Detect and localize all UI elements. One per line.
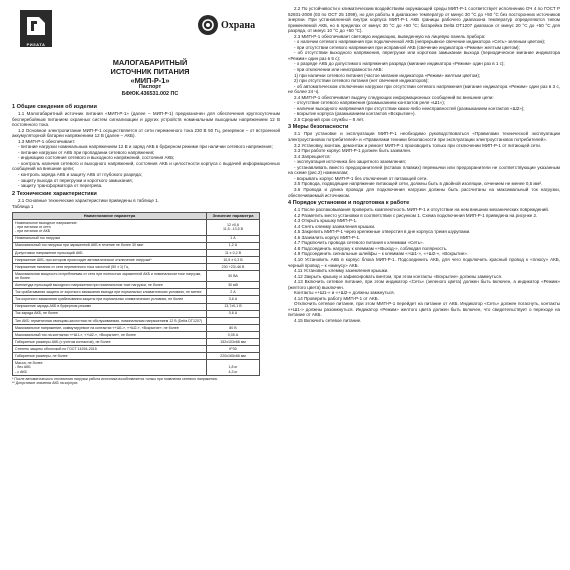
table-cell-param: Номинальное выходное напряжение: - при питании от сети - при питании от АКБ [13,219,207,235]
table-note-2: ** Допустимое значения АКБ на корпусе. [12,381,79,385]
rizata-logo [20,10,52,50]
table-cell-param: Степень защиты оболочкой по ГОСТ 14254-2015 [13,345,207,352]
paragraph-4-2: 4.2 Разметить место установки в соответствии с рисунком 1. Схема подключения МИП-Р-1 приведена на рисунке 2. [294,212,538,218]
paragraph-4-12: 4.12 Закрыть крышку и зафиксировать винтом, при этом контакты «Вскрытие» должны замкнуться. [294,273,503,279]
document-title [60,58,240,85]
paragraph-4-10: 4.10 Установить АКБ в корпус блока МИП-Р-1. Подсоединить АКБ, для чего подключить красный провод к «плюсу» АКБ, черный провод – к «минусу» АКБ. [288,256,560,268]
list-item: - об автоматическом отключении нагрузки при отсутствии сетевого напряжения (мигание индикатора «Режим» один раз в 3 с, не более 24 ч). [288,83,560,95]
table-row [13,303,260,310]
table-row [13,338,260,345]
table-cell-param: Номинальный ток нагрузки [13,235,207,242]
table-cell-param: Масса, не более - без АКБ - с АКБ [13,360,207,376]
table-cell-param: Габаритные размеры, не более [13,353,207,360]
table-row [13,331,260,338]
paragraph-4-13: 4.13 Включить сетевое питание, при этом индикатор «Сеть» (зеленого цвета) должен быть включен, а индикатор «Режим» (желтого цвета) выключен. [288,279,560,290]
paragraph-3-6: 3.6 Провода и длина провода для подключения нагрузки должны быть рассчитаны на максимальный ток нагрузки, обеспечиваемый источником. [288,186,560,198]
table-notes [12,377,260,385]
table-cell-value: 0,05 А [207,331,260,338]
left-column [12,0,280,570]
table-cell-param: Ток короткого замыкания срабатывания защиты при нормальных климатических условиях, не более [13,296,207,303]
title-line-1: МАЛОГАБАРИТНЫЙ [112,58,188,67]
paragraph-4-1: 4.1 После распаковывания проверить комплектность МИП-Р-1 и отсутствие на нем внешних механических повреждений. [294,207,550,213]
table-cell-param: Напряжение питания от сети переменного тока частотой (50 ± 1) Гц [13,263,207,270]
table-row [13,317,260,324]
list-item: - питание нагрузки номинальным напряжением 12 В и заряд АКБ в буферном режиме при наличии сетевого напряжения; [18,144,273,150]
table-row [13,289,260,296]
table-cell-param: Напряжение заряда АКБ в буферном режиме [13,303,207,310]
paragraph-4-9: 4.9 Подсоединить сигнальные шлейфы – к клеммам «+Ш1-», «+Ш2-», «Вскрытие». [294,251,469,257]
table-row [13,324,260,331]
table-cell-param: Габаритные размеры АКБ (с учетом контактов), не более [13,338,207,345]
table-cell-value: 3,6 А [207,296,260,303]
list-item: Контакты «+Ш1-» и «+Ш2-» должны замкнуться. [294,290,395,296]
ohrana-logo [198,14,255,36]
paragraph-2-5: 2.5 Средний срок службы – 8 лет. [294,116,365,122]
list-item: Отключить сетевое питание, при этом МИП-Р-1 перейдет на питание от АКБ. Индикатор «Сеть» должен погаснуть, контакты «+Ш1-» должны разомкнуться. Индикатор «Режим» желтого цвета должен быть включен, что свидетельствует о переходе на питание от АКБ. [288,301,560,318]
table-row [13,282,260,289]
passport-label: Паспорт [138,84,162,90]
paragraph-2-3: 2.3 МИП-Р-1 обеспечивает световую индикацию, выведенную на лицевую панель прибора: [294,33,486,39]
table-cell-param: Ток заряда АКБ, не более [13,310,207,317]
table-row [13,270,260,281]
paragraph-3-2: 3.2 Установку, монтаж, демонтаж и ремонт МИП-Р-1 производить только при отключении МИП-Р-1 от питающей сети. [294,142,542,148]
table-cell-param: Напряжение АКБ, при котором происходит автоматическое отключение нагрузки* [13,256,207,263]
table-caption: Таблица 1 [12,204,34,210]
paragraph-4-8: 4.8 Подсоединить нагрузку к клеммам «+Выход-», соблюдая полярность. [294,245,448,251]
paragraph-4-4: 4.4 Снять клемму заземления крышки. [294,223,376,229]
table-cell-param: Допустимое напряжение пульсаций АКБ [13,249,207,256]
table-cell-param: Максимальный ток нагрузки при заряженной АКБ в течение не более 30 мин [13,242,207,249]
right-column [288,6,560,570]
table-cell-param: Амплитуда пульсаций выходного напряжения при номинальном токе нагрузки, не более [13,282,207,289]
list-item: - при отсутствии сетевого напряжения при исправной АКБ (свечение индикатора «Режим» желтым цветом); [294,44,520,50]
section-3-title: 3 Меры безопасности [288,124,349,131]
right-content [288,6,560,324]
paragraph-1-1: 1.1 Малогабаритный источник питания «МИП-Р-1» (далее – МИП-Р-1) предназначен для обеспечения круглосуточным бесперебойным питанием охранных систем сигнализации и других устройств номинальным выходным напряжением 12 В постоянного тока. [12,111,280,128]
left-content [12,102,280,385]
table-row [13,310,260,317]
paragraph-3-1: 3.1 При установке и эксплуатации МИП-Р-1 необходимо руководствоваться «Правилами технической эксплуатации электроустановок потребителей» и «Правилами техники безопасности при эксплуатации электроустановок потребителей». [288,131,560,143]
paragraph-2-1: 2.1 Основные технические характеристики приведены в таблице 1. [18,197,159,203]
table-note-1: * После автоматического отключения нагрузки работа источника возобновляется только при появлении сетевого напряжения. [12,376,218,381]
paragraph-2-2: 2.2 По устойчивости к климатическим воздействиям окружающей среды МИП-Р-1 соответствует исполнению ОЧ 4 по ГОСТ Р 52931-2008 (03 по ОСТ 25 1099), но для работы в диапазоне температур от минус 30 °С до +50 °С без посторонних источников энергии. При установленной внутри корпуса МИП-Р-1 АКБ границы рабочего диапазона температур определяются типом применяемой АКБ, но в пределах от минус 30 °С до +50 °С; батарейка Delta DT1207 диапазон от минус 20 °С до +50 °С для разряда, от минус 10 °С до +50 °С). [288,6,560,34]
paragraph-4-14: 4.14 Проверить работу МИП-Р-1 от АКБ. [294,295,379,301]
table-row [13,219,260,235]
list-item: 1) при наличии сетевого питания (частое мигание индикатора «Режим» желтым цветом); [294,72,481,78]
title-line-2: ИСТОЧНИК ПИТАНИЯ [110,67,190,76]
table-cell-value [207,317,260,324]
table-cell-param: Максимальная мощность потребляемая от сети при полностью заряженной АКБ и номинальном токе нагрузки, не более [13,270,207,281]
spec-table-body [13,219,260,375]
list-item: - контроль наличия сетевого и выходного напряжений, состояния АКБ и целостности корпуса с выдачей информационных сообщений на внешние цепи; [12,160,280,172]
table-cell-value: IP30 [207,345,260,352]
title-line-3: «МИП-Р-1» [130,76,170,85]
paragraph-4-5: 4.5 Закрепить МИП-Р-1 через крепежные отверстия в дне корпуса тремя шурупами. [294,229,471,235]
table-row [13,296,260,303]
table-cell-value: 220х165х66 мм [207,353,260,360]
table-cell-value: 30 ВА [207,270,260,281]
paragraph-2-4: 2.4 МИП-Р-1 обеспечивает выдачу следующих информационных сообщений во внешние цепи: [294,94,494,100]
table-row [13,242,260,249]
table-cell-value: 152х103х66 мм [207,338,260,345]
paragraph-4-6: 4.6 Заземлить корпус МИП-Р-1. [294,234,361,240]
paragraph-3-4: 3.4 Запрещается: [294,153,331,159]
paragraph-4-7: 4.7 Подключить провода сетевого питания к клеммам «Сеть». [294,240,424,246]
section-1-title: 1 Общие сведения об изделии [12,104,97,110]
table-cell-param: Ток срабатывания защиты от короткого замыкания выхода при нормальных климатических условиях, не менее [13,289,207,296]
table-header-value: Значение параметра [207,212,260,219]
table-row [13,353,260,360]
section-4-title: 4 Порядок установки и подготовка к работе [288,200,410,207]
table-cell-value: 80 В [207,324,260,331]
list-item: - наличие выходного напряжения при отсутствии каких-либо неисправностей (размыканием контактов «Ш2»); [294,105,525,111]
list-item: - индикацию состояния сетевого и выходного напряжений, состояния АКБ; [18,155,175,161]
paragraph-1-2: 1.2 Основное электропитание МИП-Р-1 осуществляется от сети переменного тока 230 В 50 Гц, резервное – от встроенной аккумуляторной батареи напряжением 12 В (далее – АКБ). [12,127,280,139]
rizata-logo-text: РИЗАТА [20,42,52,47]
table-cell-param: Максимальное напряжение, коммутируемое на контактах «+Ш1-», «+Ш2-», «Вскрытие», не более [13,324,207,331]
paragraph-4-11: 4.11 Установить клемму заземления крышки. [294,268,389,274]
table-cell-value: 12 ±0,6 11,5...13,5 В [207,219,260,235]
spec-table [12,212,260,376]
table-cell-value: 1,2 А [207,242,260,249]
paragraph-3-3: 3.3 При работе корпус МИП-Р-1 должен быть заземлен. [294,148,412,154]
paragraph-4-15: 4.15 Включить сетевое питание. [294,317,362,323]
list-item: - питание нагрузки от АКБ при пропадании сетевого напряжения; [18,149,155,155]
list-item: - отсутствие сетевого напряжения (размыканием контактов реле «Ш1»); [294,100,445,106]
list-item: 2) при отсутствии сетевого питания (нет свечения индикаторов); [294,78,429,84]
table-row [13,256,260,263]
table-row [13,249,260,256]
passport-heading [60,84,240,98]
ohrana-logo-text: Охрана [221,19,256,31]
section-2-title: 2 Технические характеристики [12,190,97,197]
table-row [13,345,260,352]
table-header-param: Наименование параметра [13,212,207,219]
paragraph-3-5: 3.5 Провода, подводящие напряжение питающей сети, должны быть в двойной изоляции, сечением не менее 0,5 мм². [294,181,543,187]
paragraph-1-3: 1.3 МИП-Р-1 обеспечивает: [18,138,76,144]
list-item: - устанавливать вместо предохранителей (вставок плавких) перемычки или предохранители не соответствующие указанным на схеме (рис.2) номиналам; [288,164,560,176]
table-row [13,235,260,242]
table-cell-value: 2 А [207,289,260,296]
list-item: - контроль заряда АКБ и защиту АКБ от глубокого разряда; [18,172,142,178]
list-item: - об отсутствии выходного напряжения, перегрузке или коротком замыкании выхода (периодическое мигание индикатора «Режим» один раз в 5 с); [288,50,560,61]
list-item: - эксплуатация источника без защитного заземления; [294,159,406,165]
list-item: - защиту выхода от перегрузки и короткого замыкания; [18,177,133,183]
list-item: - вскрытие корпуса (размыканием контактов «Вскрытие»). [294,111,416,117]
passport-code: БФЮК.436531.002 ПС [121,91,179,97]
table-cell-value: 230 +23/-46 В [207,263,260,270]
table-cell-value: 1,8 кг 4,3 кг [207,360,260,376]
paragraph-4-3: 4.3 Открыть крышку МИП-Р-1. [294,218,358,224]
table-cell-value: 1 А [207,235,260,242]
table-cell-value: 0,6 А [207,310,260,317]
list-item: - о разряде АКБ до допустимого напряжения разряда (мигание индикатора «Режим» один раз в 1 с); [294,61,505,67]
table-cell-value: 10,5 ± 0,3 В [207,256,260,263]
list-item: - защиту трансформатора от перегрева. [18,183,103,189]
table-cell-value: 11 ± 0,2 В [207,249,260,256]
rizata-logo-icon [24,14,48,38]
table-cell-value: 30 мВ [207,282,260,289]
list-item: - вскрывать корпус МИП-Р-1 без отключения от питающей сети. [294,175,428,181]
table-row [13,263,260,270]
table-row [13,360,260,376]
list-item: - о наличии сетевого напряжения при подключенной АКБ (непрерывное свечение индикатора «Сеть» зеленым цветом); [294,39,546,45]
ohrana-logo-icon [198,15,218,35]
table-cell-param: Тип АКБ: герметичная свинцово-кислотная не обслуживаемая, номинальным напряжением 12 В (Delta DT1207) [13,317,207,324]
table-cell-param: Максимальный ток на контактах «+Ш1-», «+Ш2-», «Вскрытие», не более [13,331,207,338]
list-item: - при отключении или неисправности АКБ: [294,67,383,73]
table-cell-value: 13,7±0,1 В [207,303,260,310]
